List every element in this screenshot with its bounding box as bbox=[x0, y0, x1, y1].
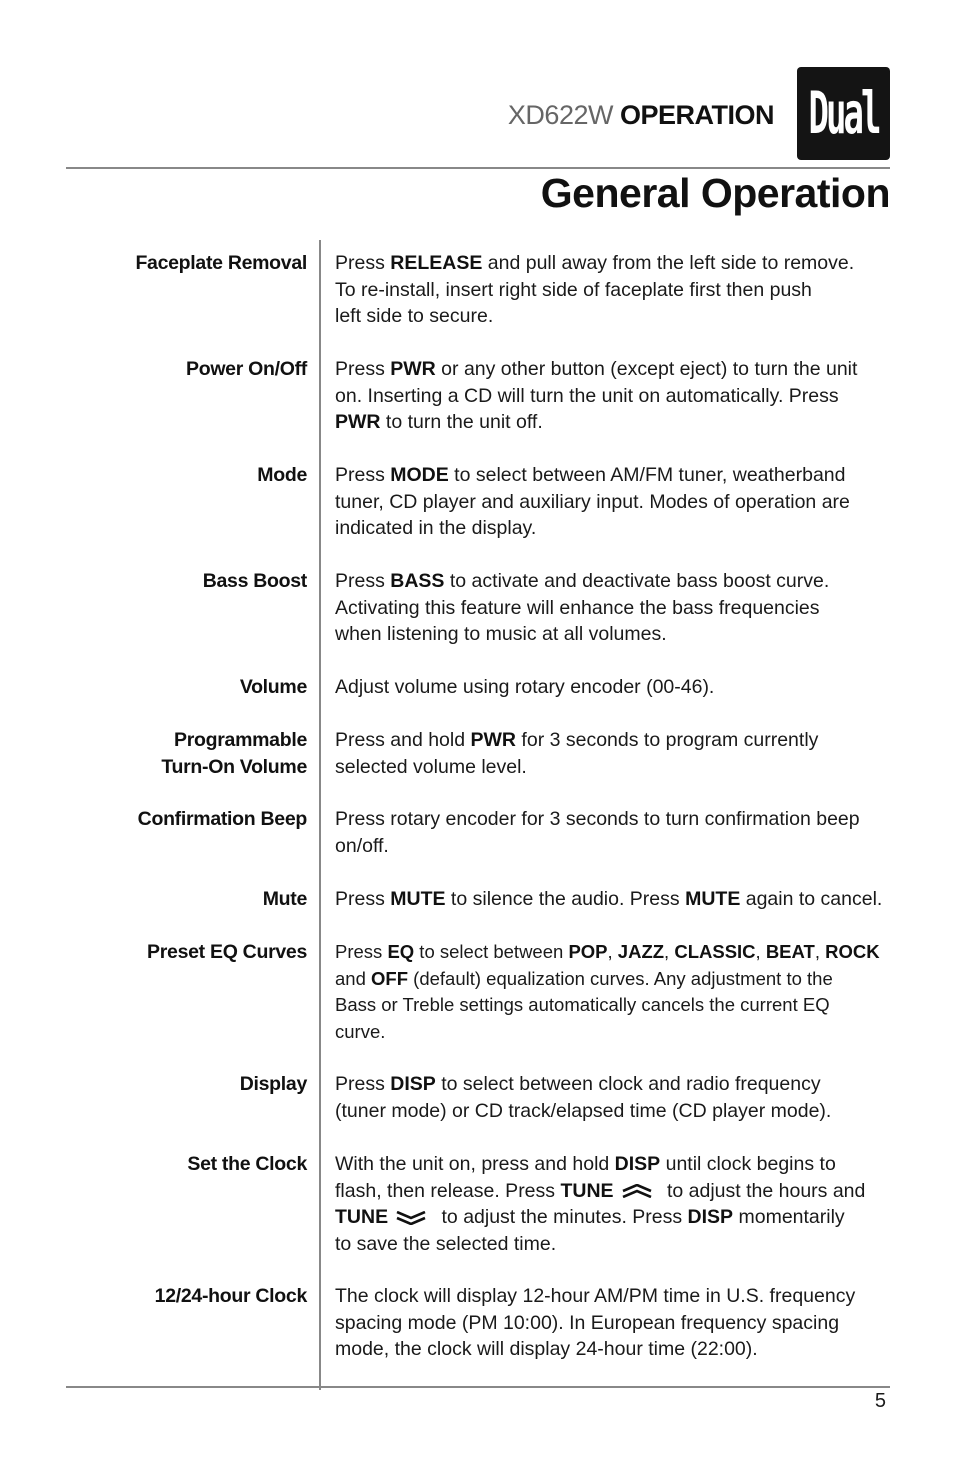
header-model: XD622W bbox=[507, 100, 613, 130]
operation-label: Mute bbox=[262, 888, 307, 910]
operation-description: Adjust volume using rotary encoder (00-46). bbox=[335, 676, 715, 698]
operation-label: Volume bbox=[239, 676, 307, 698]
operation-label: Mode bbox=[257, 464, 307, 486]
operation-label: Preset EQ Curves bbox=[147, 941, 307, 963]
operation-label: Faceplate Removal bbox=[135, 252, 307, 274]
bottom-divider bbox=[66, 1386, 890, 1388]
operation-description: Press MODE to select between AM/FM tuner, weatherband tuner, CD player and auxiliary input. Modes of operation are indicated in the display. bbox=[335, 464, 850, 539]
operation-label: Set the Clock bbox=[187, 1153, 307, 1175]
operation-description: Press PWR or any other button (except eject) to turn the unit on. Inserting a CD will turn the unit on automatically. Press PWR to turn the unit off. bbox=[335, 358, 858, 433]
operation-label: Confirmation Beep bbox=[137, 808, 307, 830]
chevron-double-up-icon bbox=[620, 1184, 654, 1198]
column-divider bbox=[319, 240, 321, 1390]
operation-label: Programmable Turn-On Volume bbox=[161, 729, 307, 778]
operation-description: Press BASS to activate and deactivate bass boost curve. Activating this feature will enhance the bass frequencies when listening to music at all volumes. bbox=[335, 570, 830, 645]
dual-logo-text: Dual bbox=[808, 79, 879, 148]
dual-logo bbox=[797, 67, 890, 160]
operation-label: Power On/Off bbox=[186, 358, 307, 380]
operation-description: Press EQ to select between POP, JAZZ, CLASSIC, BEAT, ROCK and OFF (default) equalization curves. Any adjustment to the Bass or Treble settings automatically cancels the current EQ curve. bbox=[335, 941, 880, 1042]
operation-description: Press DISP to select between clock and radio frequency (tuner mode) or CD track/elapsed time (CD player mode). bbox=[335, 1073, 832, 1122]
header-operation: OPERATION bbox=[619, 100, 774, 130]
page-title: General Operation bbox=[540, 170, 890, 216]
operation-label: 12/24-hour Clock bbox=[154, 1285, 307, 1307]
page-number: 5 bbox=[874, 1390, 886, 1412]
top-divider bbox=[66, 167, 890, 169]
operation-description: Press and hold PWR for 3 seconds to program currently selected volume level. bbox=[335, 729, 819, 778]
operation-description: With the unit on, press and hold DISP until clock begins to flash, then release. Press TUNE to adjust the hours and TUNE to adjust the minutes. Press DISP momentarily to save the selected time. bbox=[335, 1153, 866, 1255]
chevron-double-down-icon bbox=[394, 1211, 428, 1225]
operation-description: Press rotary encoder for 3 seconds to turn confirmation beep on/off. bbox=[335, 808, 860, 857]
operation-label: Bass Boost bbox=[202, 570, 307, 592]
operation-label: Display bbox=[239, 1073, 307, 1095]
operation-description: Press MUTE to silence the audio. Press MUTE again to cancel. bbox=[335, 888, 883, 910]
header-title bbox=[508, 100, 774, 131]
operation-description: The clock will display 12-hour AM/PM time in U.S. frequency spacing mode (PM 10:00). In European frequency spacing mode, the clock will display 24-hour time (22:00). bbox=[335, 1285, 856, 1360]
operation-description: Press RELEASE and pull away from the left side to remove. To re-install, insert right side of faceplate first then push left side to secure. bbox=[335, 252, 855, 327]
